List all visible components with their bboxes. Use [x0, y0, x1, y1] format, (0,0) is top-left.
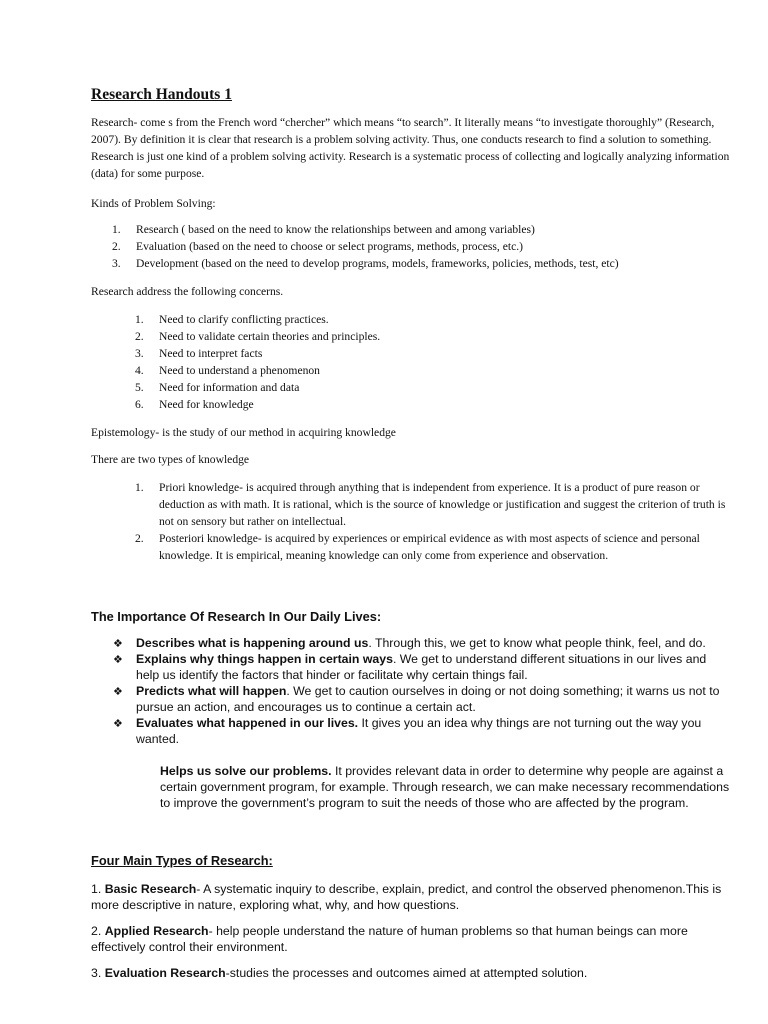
list-item: 2. Need to validate certain theories and principles.: [135, 330, 381, 343]
kinds-list: [112, 221, 736, 272]
list-item: ❖ Evaluates what happened in our lives. It gives you an idea why things are not turning out the way you wanted.: [113, 716, 702, 746]
list-item: 2. Evaluation (based on the need to choose or select programs, methods, process, etc.): [112, 240, 523, 253]
list-item: 3. Need to interpret facts: [135, 347, 263, 360]
diamond-bullet-icon: ❖: [113, 718, 123, 730]
list-item: 4. Need to understand a phenomenon: [135, 364, 320, 377]
knowledge-list: [135, 479, 731, 564]
kinds-heading: Kinds of Problem Solving:: [91, 197, 216, 210]
importance-heading: The Importance Of Research In Our Daily Lives:: [91, 609, 382, 624]
list-item: 5. Need for information and data: [135, 381, 300, 394]
knowledge-types-heading: There are two types of knowledge: [91, 453, 250, 466]
list-item: 1. Priori knowledge- is acquired through anything that is independent from experience. It is a product of pure reason or deduction as with math. It is rational, which is the source of knowledge or justification and suggest the criterion of truth is not on sensory but rather on intellectual.: [135, 481, 726, 528]
diamond-bullet-icon: ❖: [113, 686, 123, 698]
list-item: ❖ Describes what is happening around us. Through this, we get to know what people think, feel, and do.: [113, 636, 706, 650]
intro-paragraph: Research- come s from the French word “chercher” which means “to search”. It literally means “to investigate thoroughly” (Research, 2007). By definition it is clear that research is a problem solving activity. Thus, one conducts research to find a solution to something. Research is just one kind of a problem solving activity. Research is a systematic process of collecting and logically analyzing information (data) for some purpose.: [91, 116, 730, 180]
concerns-list: [135, 311, 719, 413]
page-title: Research Handouts 1: [91, 86, 232, 103]
list-item: ❖ Explains why things happen in certain ways. We get to understand different situations in our lives and help us identify the factors that hinder or facilitate why certain things fail.: [113, 652, 707, 682]
list-item: 2. Posteriori knowledge- is acquired by experiences or empirical evidence as with most aspects of science and personal knowledge. It is empirical, meaning knowledge can only come from experience and observation.: [135, 532, 700, 562]
list-item: ❖ Predicts what will happen. We get to caution ourselves in doing or not doing something; it warns us not to pursue an action, and encourages us to continue a certain act.: [113, 684, 720, 714]
research-types-heading: Four Main Types of Research:: [91, 853, 273, 868]
epistemology-definition: Epistemology- is the study of our method in acquiring knowledge: [91, 426, 396, 439]
list-item: 1. Research ( based on the need to know the relationships between and among variables): [112, 223, 535, 236]
importance-list: [111, 635, 731, 747]
diamond-bullet-icon: ❖: [113, 654, 123, 666]
research-type-basic: 1. Basic Research- A systematic inquiry to describe, explain, predict, and control the observed phenomenon.This is more descriptive in nature, exploring what, why, and how questions.: [91, 882, 722, 912]
concerns-heading: Research address the following concerns.: [91, 285, 284, 298]
list-item: 3. Development (based on the need to develop programs, models, frameworks, policies, methods, test, etc): [112, 257, 619, 270]
diamond-bullet-icon: ❖: [113, 638, 123, 650]
list-item: 1. Need to clarify conflicting practices.: [135, 313, 329, 326]
research-type-applied: 2. Applied Research- help people understand the nature of human problems so that human beings can more effectively control their environment.: [91, 924, 688, 954]
helps-paragraph: Helps us solve our problems. It provides relevant data in order to determine why people are against a certain government program, for example. Through research, we can make necessary recommendations to improve the government’s program to suit the needs of those who are affected by the program.: [160, 764, 730, 810]
research-type-evaluation: 3. Evaluation Research-studies the processes and outcomes aimed at attempted solution.: [91, 966, 588, 980]
list-item: 6. Need for knowledge: [135, 398, 254, 411]
